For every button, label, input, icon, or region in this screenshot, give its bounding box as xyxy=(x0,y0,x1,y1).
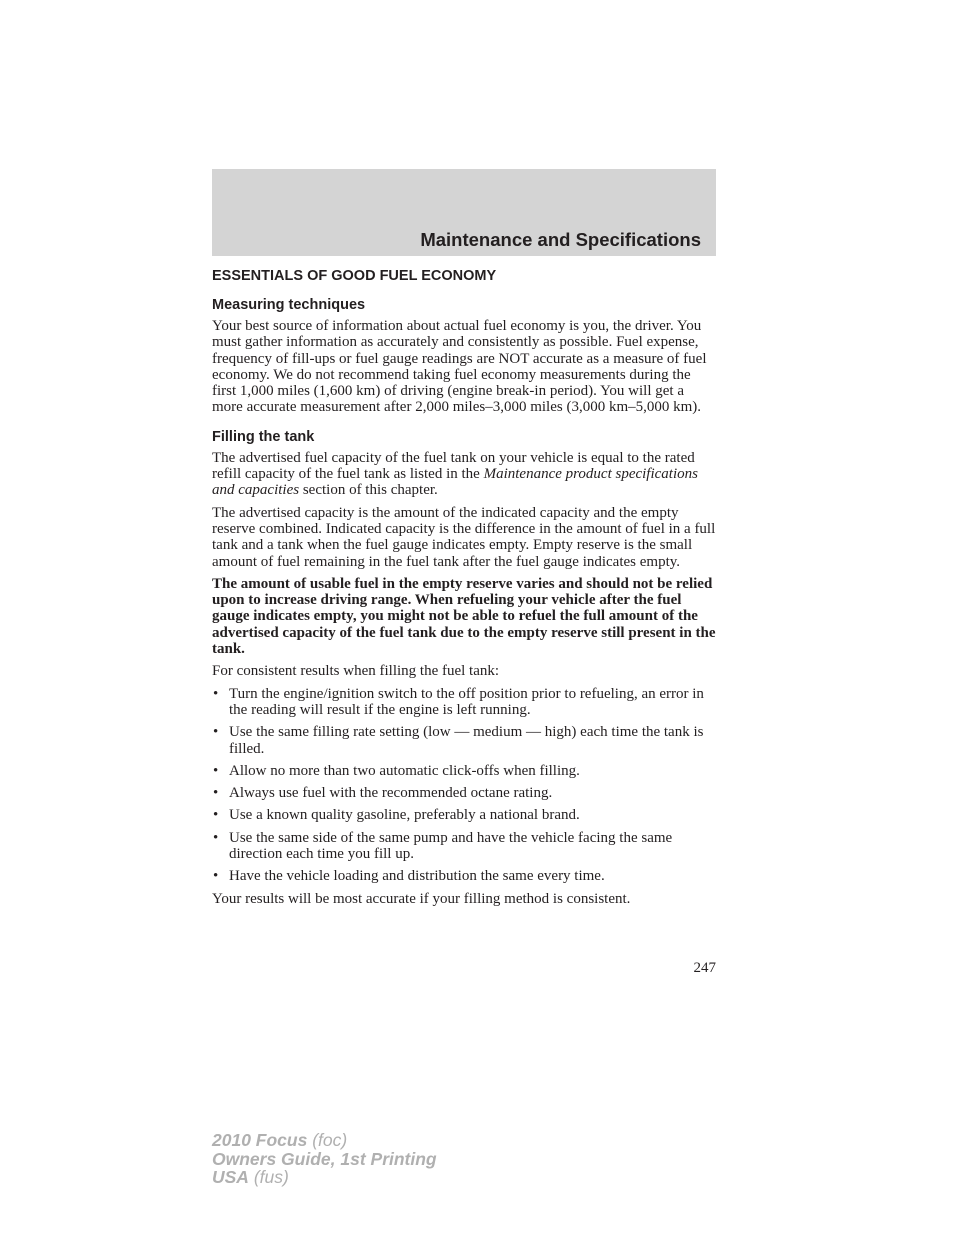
capacity-paragraph-start: The advertised fuel capacity of the fuel tank on your vehicle is equal to the rated refill capacity of the fuel tank as listed in the xyxy=(212,449,695,483)
advertised-capacity-paragraph: The advertised capacity is the amount of the indicated capacity and the empty reserve combined. Indicated capacity is the difference in the amount of fuel in a full tank and a tank when the fuel gauge indicates empty. Empty reserve is the small amount of fuel remaining in the fuel tank after the fuel gauge indicates empty. xyxy=(212,504,716,570)
list-item xyxy=(212,807,716,823)
section-title: Maintenance and Specifications xyxy=(420,229,701,250)
list-item-text: Turn the engine/ignition switch to the off position prior to refueling, an error in the reading will result if the engine is left running. xyxy=(229,685,704,718)
footer-edition: Owners Guide, 1st Printing xyxy=(212,1148,437,1169)
capacity-section-reference: Maintenance product specifications and capacities xyxy=(212,466,698,499)
footer-model-code: (foc) xyxy=(307,1130,348,1150)
bullet-icon: • xyxy=(213,785,219,802)
list-item-text: Always use fuel with the recommended octane rating. xyxy=(229,785,553,802)
article-title: ESSENTIALS OF GOOD FUEL ECONOMY xyxy=(212,268,497,284)
empty-reserve-warning: The amount of usable fuel in the empty reserve varies and should not be relied upon to increase driving range. When refueling your vehicle after the fuel gauge indicates empty, you might not be able to refuel the full amount of the advertised capacity of the fuel tank due to the empty reserve still present in the tank. xyxy=(212,575,716,658)
section-header-band xyxy=(212,169,716,256)
measuring-techniques-heading: Measuring techniques xyxy=(212,297,366,313)
list-item xyxy=(212,830,716,863)
list-item-text: Use the same side of the same pump and have the vehicle facing the same direction each time you fill up. xyxy=(229,829,673,863)
bullet-icon: • xyxy=(213,685,219,702)
filling-closing: Your results will be most accurate if your filling method is consistent. xyxy=(212,890,631,907)
list-item-text: Allow no more than two automatic click-offs when filling. xyxy=(229,762,580,779)
list-item xyxy=(212,868,716,884)
footer-model: 2010 Focus xyxy=(212,1130,308,1150)
filling-intro: For consistent results when filling the fuel tank: xyxy=(212,663,500,680)
page-content xyxy=(212,266,716,913)
bullet-icon: • xyxy=(213,868,219,885)
footer-market-code: (fus) xyxy=(248,1167,289,1187)
page-number: 247 xyxy=(693,960,716,976)
bullet-icon: • xyxy=(213,807,219,824)
filling-the-tank-heading: Filling the tank xyxy=(212,428,315,445)
capacity-paragraph xyxy=(212,450,716,499)
list-item-text: Have the vehicle loading and distribution the same every time. xyxy=(229,868,605,885)
footer-model-line xyxy=(212,1131,437,1150)
filling-tips-list xyxy=(212,686,716,885)
list-item-text: Use the same filling rate setting (low — medium — high) each time the tank is filled. xyxy=(229,724,704,757)
list-item xyxy=(212,763,716,779)
list-item xyxy=(212,724,716,757)
footer-market-line xyxy=(212,1168,437,1187)
list-item xyxy=(212,686,716,719)
footer-market: USA xyxy=(212,1167,249,1187)
capacity-paragraph-end: section of this chapter. xyxy=(299,482,438,499)
bullet-icon: • xyxy=(213,762,219,779)
list-item-text: Use a known quality gasoline, preferably a national brand. xyxy=(229,807,580,824)
bullet-icon: • xyxy=(213,724,219,741)
list-item xyxy=(212,785,716,801)
measuring-techniques-paragraph: Your best source of information about actual fuel economy is you, the driver. You must gather information as accurately and consistently as possible. Fuel expense, frequency of fill-ups or fuel gauge readings are NOT accurate as a measure of fuel economy. We do not recommend taking fuel economy measurements during the first 1,000 miles (1,600 km) of driving (engine break-in period). You will get a more accurate measurement after 2,000 miles–3,000 miles (3,000 km–5,000 km). xyxy=(212,318,707,416)
bullet-icon: • xyxy=(213,829,219,846)
document-footer xyxy=(212,1131,437,1187)
